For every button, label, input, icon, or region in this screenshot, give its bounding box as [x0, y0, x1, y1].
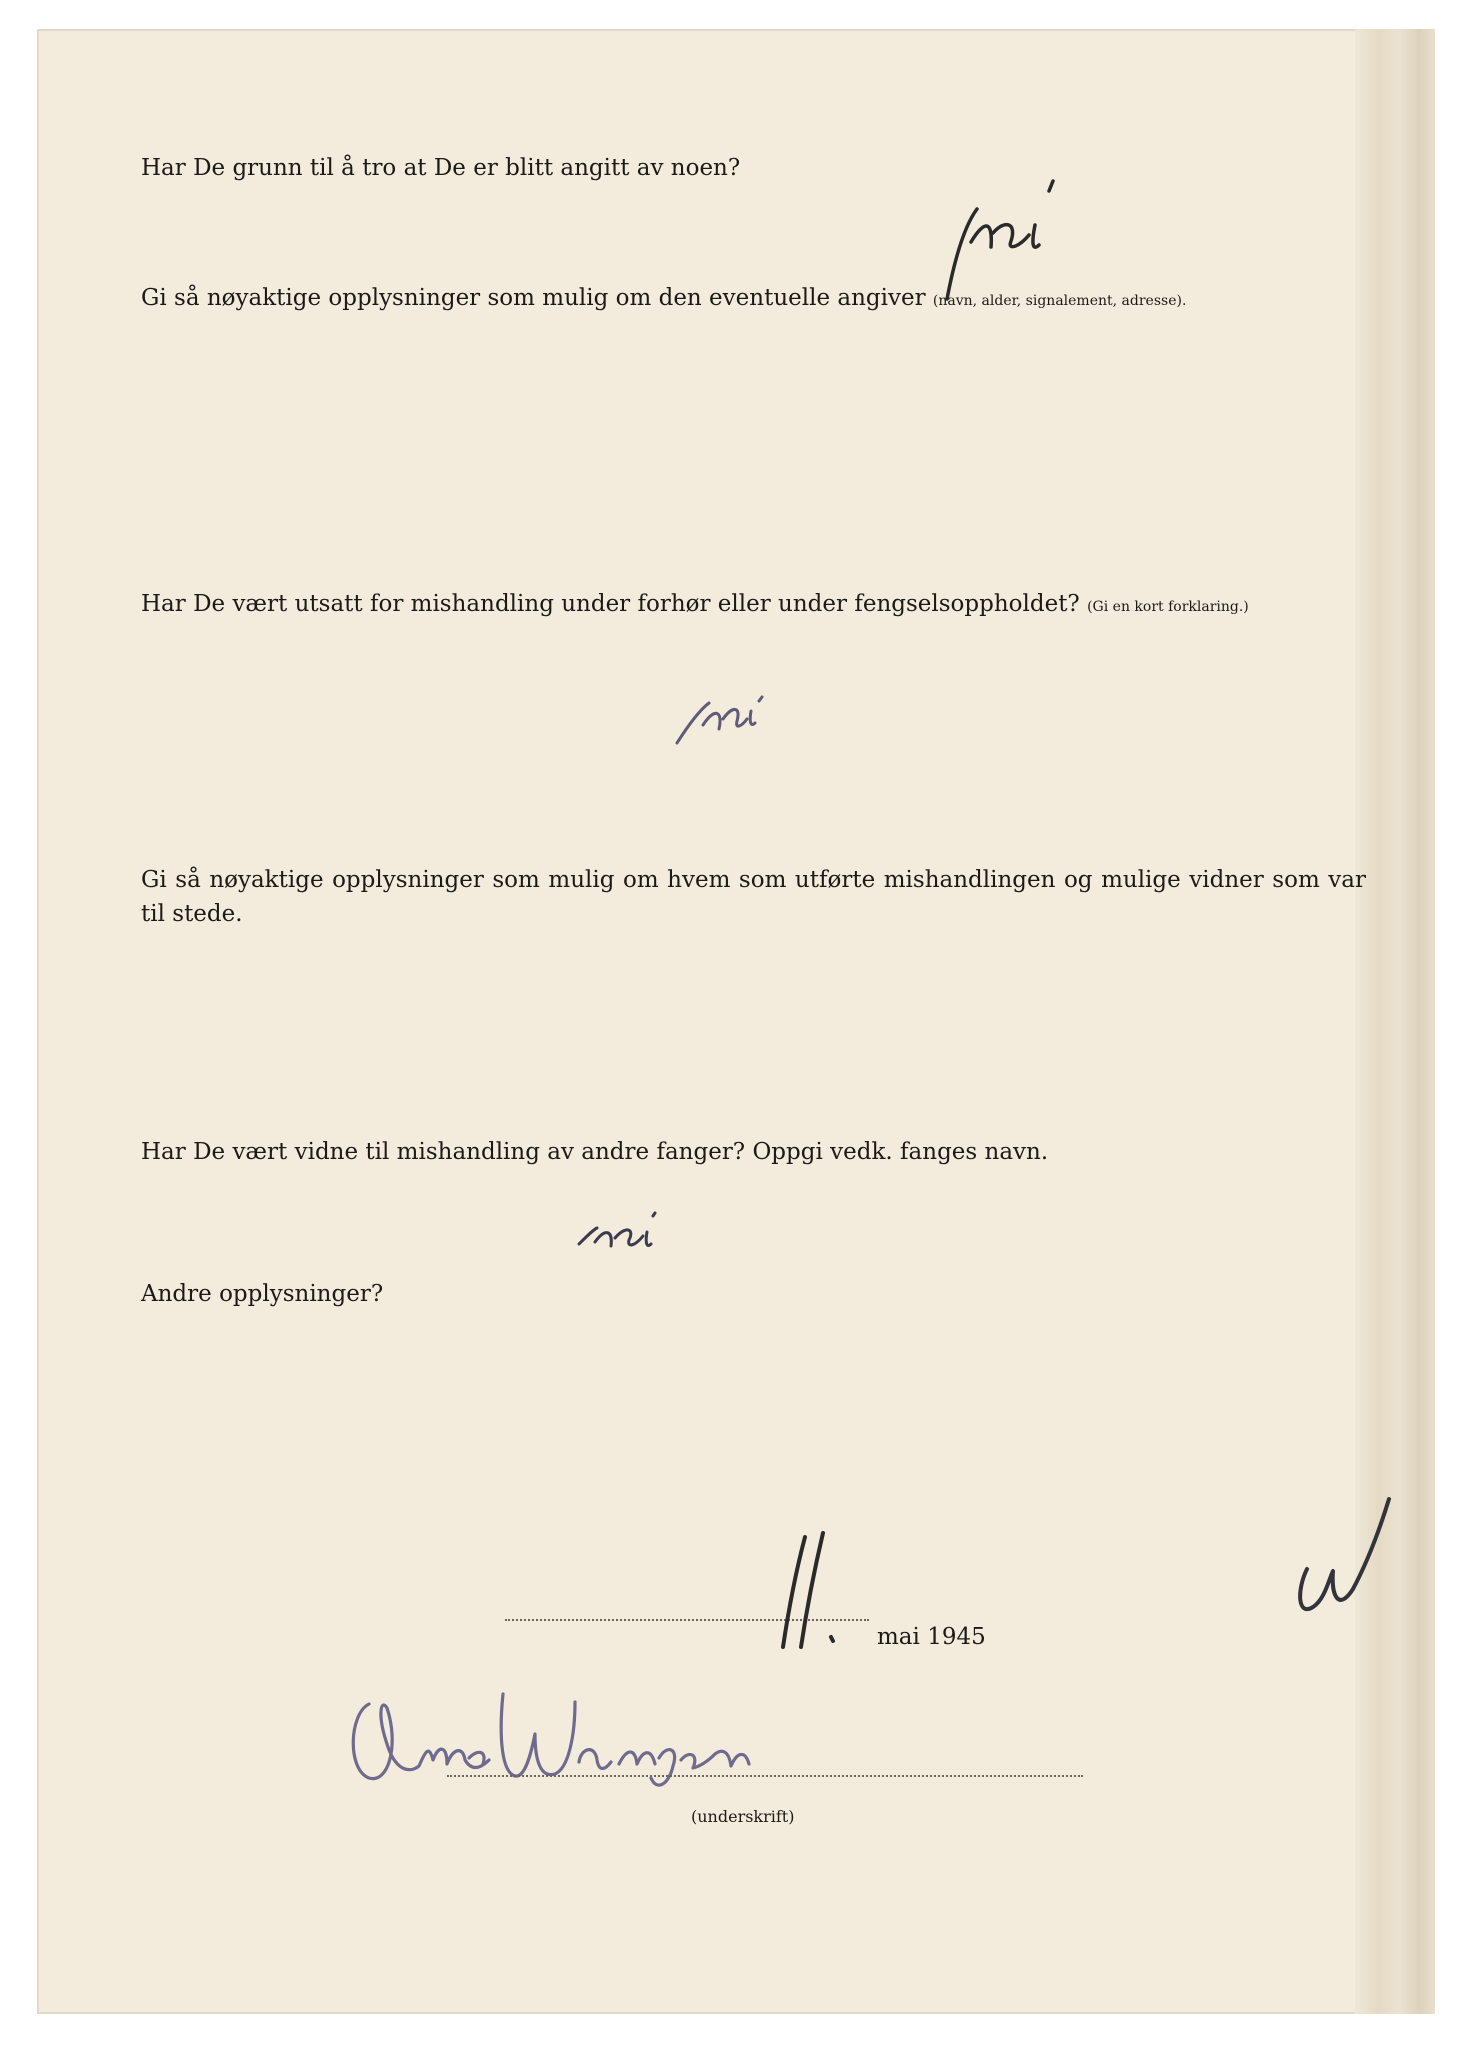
question-angiver [141, 281, 1186, 318]
date-day-handwritten [767, 1507, 857, 1657]
document-page [37, 29, 1435, 2014]
initials-mark [1277, 1479, 1417, 1639]
date-month-year: mai 1945 [877, 1624, 986, 1650]
answer-nei-2 [667, 669, 867, 749]
question-utforte: Gi så nøyaktige opplysninger som mulig om hvem som utførte mishandlingen og mulige vidner som var til stede. [141, 867, 1366, 927]
question-angiver-note: (navn, alder, signalement, adresse). [932, 293, 1187, 309]
signature-handwritten [329, 1674, 889, 1804]
question-mishandling [141, 587, 1249, 624]
page-edge [1355, 29, 1435, 2014]
question-angiver-text: Gi så nøyaktige opplysninger som mulig om den eventuelle angiver [141, 285, 926, 311]
signature-caption: (underskrift) [691, 1807, 795, 1826]
question-angitt: Har De grunn til å tro at De er blitt angitt av noen? [141, 155, 741, 181]
question-andre: Andre opplysninger? [141, 1281, 384, 1307]
answer-nei-3 [557, 1194, 757, 1264]
question-mishandling-text: Har De vært utsatt for mishandling under forhør eller under fengselsoppholdet? [141, 591, 1080, 617]
question-vidne: Har De vært vidne til mishandling av andre fanger? Oppgi vedk. fanges navn. [141, 1139, 1049, 1165]
signature-line [447, 1775, 1083, 1777]
question-mishandling-note: (Gi en kort forklaring.) [1087, 599, 1249, 615]
